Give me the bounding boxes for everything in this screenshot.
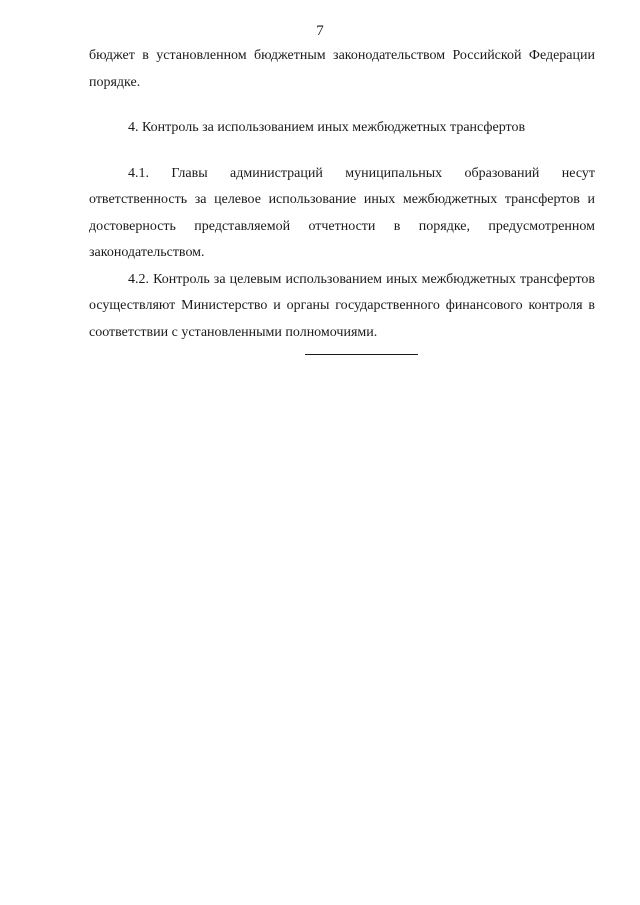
paragraph-4-2: 4.2. Контроль за целевым использованием иных межбюджетных трансфертов осуществляют Министерство и органы государственного финансового контроля в соответствии с установленными полномочиями. — [89, 271, 595, 340]
end-divider-line — [305, 354, 418, 355]
page-number: 7 — [316, 23, 324, 39]
paragraph-4-1: 4.1. Главы администраций муниципальных образований несут ответственность за целевое использование иных межбюджетных трансфертов и достоверность представляемой отчетности в порядке, предусмотренном законодательством. — [89, 165, 595, 260]
document-body — [89, 43, 595, 346]
paragraph-continuation: бюджет в установленном бюджетным законодательством Российской Федерации порядке. — [89, 48, 595, 90]
section-heading: 4. Контроль за использованием иных межбюджетных трансфертов — [128, 120, 526, 135]
